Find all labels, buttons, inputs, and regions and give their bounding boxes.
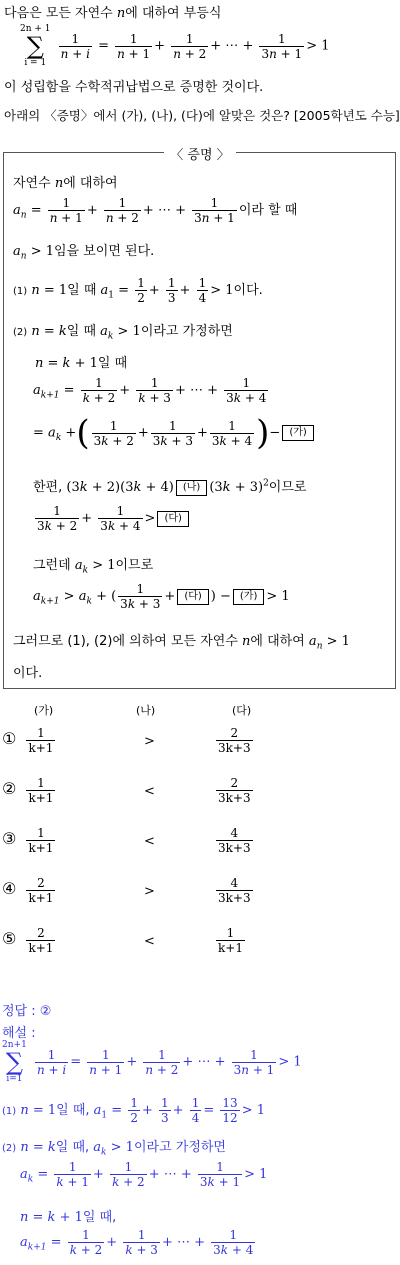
problem-line-1: 다음은 모든 자연수 n에 대하여 부등식 — [4, 6, 222, 21]
choice-header-na: (나) — [136, 704, 156, 717]
choice-2[interactable]: ② $\frac{1}{k+1}$ < $\frac{2}{3k+3}$ — [2, 776, 251, 805]
proof-fraction-inequality: $\frac{1}{3k + 2}$ + $\frac{1}{3k + 4}$ > (다) — [33, 504, 191, 533]
blank-da-2: (다) — [177, 589, 208, 605]
blank-da: (다) — [157, 511, 188, 527]
proof-ak1-rewrite: = $a_k$ +( $\frac{1}{3k + 2}$ + $\frac{1}{3k + 3}$ + $\frac{1}{3k + 4}$ )− (가) — [33, 416, 316, 450]
choice-5[interactable]: ⑤ $\frac{2}{k+1}$ < $\frac{1}{k+1}$ — [2, 926, 243, 955]
choice-4[interactable]: ④ $\frac{2}{k+1}$ > $\frac{4}{3k+3}$ — [2, 876, 251, 905]
proof-title: 〈 증명 〉 — [0, 144, 400, 163]
explain-step-2: (2) n = k일 때, $a_k > 1$이라고 가정하면 — [2, 1140, 226, 1158]
proof-step-1: (1) n = 1일 때 $a_1$ = $\frac{1}{2}$ + $\frac{1}{3}$ + $\frac{1}{4}$ > 1이다. — [13, 276, 263, 305]
proof-ak1-bound: $a_{k+1} > a_k$ + ( $\frac{1}{3k + 3}$ + (다) ) − (가) > 1 — [33, 582, 290, 611]
explain-ak: $a_k$ = $\frac{1}{k + 1}$ + $\frac{1}{k + 2}$ + ⋯ + $\frac{1}{3k + 1}$ > 1 — [20, 1160, 268, 1189]
proof-an-definition: $a_n$ = $\frac{1}{n + 1}$ + $\frac{1}{n + 2}$ + ⋯ + $\frac{1}{3n + 1}$ 이라 할 때 — [13, 196, 298, 225]
explain-inequality: 2n+1 ∑ i=1 $\frac{1}{n + i}$ = $\frac{1}{n + 1}$ + $\frac{1}{n + 2}$ + ⋯ + $\frac{1}{3n + 1}$ > 1 — [2, 1040, 302, 1084]
proof-n-k1: n = k + 1일 때 — [35, 356, 128, 371]
problem-line-3: 이 성립함을 수학적귀납법으로 증명한 것이다. — [4, 80, 264, 95]
blank-ga: (가) — [282, 425, 313, 441]
blank-na: (나) — [176, 480, 207, 496]
problem-inequality: 2n + 1 ∑ i = 1 $\frac{1}{n + i}$ = $\frac{1}{n + 1}$ + $\frac{1}{n + 2}$ + ⋯ + $\frac{1}{3n + 1}$ > 1 — [20, 24, 330, 68]
proof-meanwhile: 한편, (3k + 2)(3k + 4) (나) $(3k + 3)^2$이므로 — [33, 478, 307, 495]
proof-line-1: 자연수 n에 대하여 — [13, 176, 118, 191]
explain-label: 해설 : — [2, 1026, 36, 1041]
choice-header-da: (다) — [232, 704, 252, 717]
problem-line-4: 아래의 〈증명〉에서 (가), (나), (다)에 알맞은 것은? [2005학년도 수능] — [4, 108, 400, 123]
answer-label: 정답 : ② — [2, 1004, 52, 1019]
proof-end: 이다. — [13, 666, 43, 681]
proof-however: 그런데 $a_k > 1$이므로 — [33, 558, 154, 576]
choice-3[interactable]: ③ $\frac{1}{k+1}$ < $\frac{4}{3k+3}$ — [2, 826, 251, 855]
choice-1[interactable]: ① $\frac{1}{k+1}$ > $\frac{2}{3k+3}$ — [2, 726, 251, 755]
explain-n-k1: n = k + 1일 때, — [20, 1210, 117, 1225]
explain-ak1: $a_{k+1}$ = $\frac{1}{k + 2}$ + $\frac{1}{k + 3}$ + ⋯ + $\frac{1}{3k + 4}$ — [20, 1228, 254, 1257]
blank-ga-2: (가) — [233, 589, 264, 605]
explain-step-1: (1) n = 1일 때, $a_1$ = $\frac{1}{2}$ + $\frac{1}{3}$ + $\frac{1}{4}$ = $\frac{13}{12}$ > 1 — [2, 1096, 265, 1125]
proof-ak1-expansion: $a_{k+1}$ = $\frac{1}{k + 2}$ + $\frac{1}{k + 3}$ + ⋯ + $\frac{1}{3k + 4}$ — [33, 376, 267, 405]
choice-header-ga: (가) — [34, 704, 54, 717]
proof-line-3: $a_n > 1$임을 보이면 된다. — [13, 244, 155, 262]
proof-therefore: 그러므로 (1), (2)에 의하여 모든 자연수 n에 대하여 $a_n > 1$ — [13, 634, 350, 652]
proof-step-2: (2) n = k일 때 $a_k > 1$이라고 가정하면 — [13, 324, 233, 342]
